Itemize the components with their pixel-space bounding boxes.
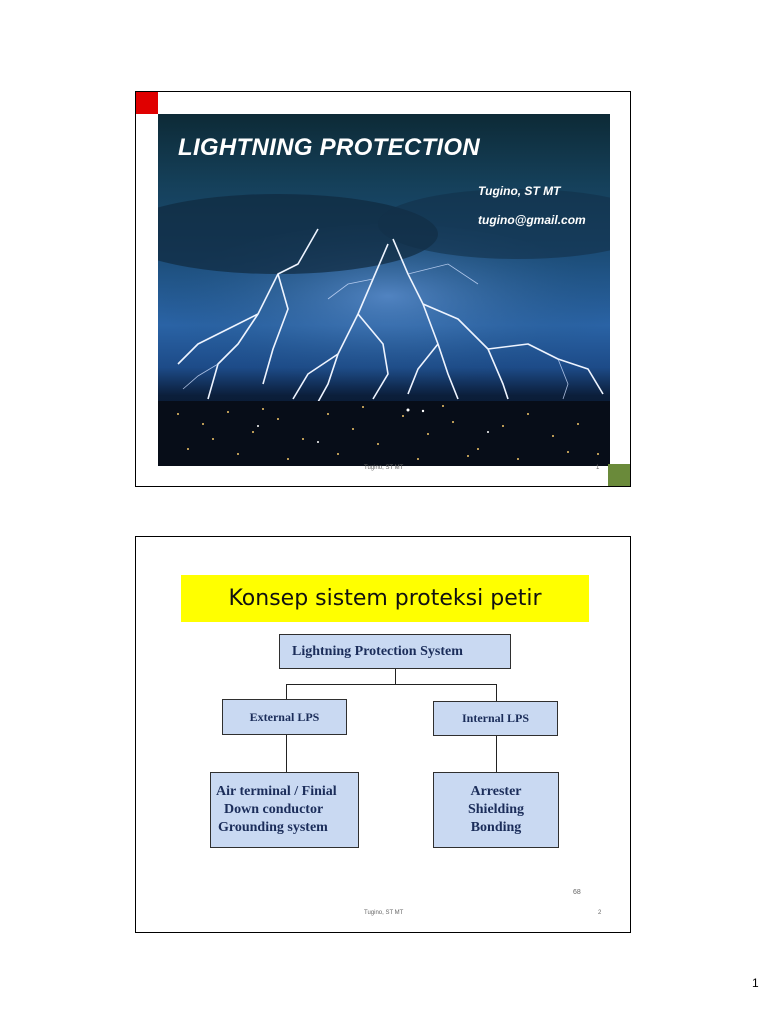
lps-root-label: Lightning Protection System [292, 643, 463, 659]
list-item: Air terminal / Finial [216, 784, 337, 799]
external-lps-box [222, 699, 347, 735]
internal-lps-box [433, 701, 558, 736]
connector-horizontal [286, 684, 497, 685]
slide-title: LIGHTNING PROTECTION [178, 134, 480, 161]
connector-left-down [286, 684, 287, 699]
slide-footer: Tugino, ST MT [364, 465, 404, 471]
connector-internal-list [496, 736, 497, 772]
connector-root-down [395, 669, 396, 685]
slide-1 [135, 91, 631, 487]
author-name: Tugino, ST MT [478, 184, 561, 198]
connector-external-list [286, 735, 287, 772]
lightning-illustration [158, 114, 610, 466]
slide-title-box [181, 575, 589, 622]
internal-lps-label: Internal LPS [461, 711, 529, 725]
slide-footer: Tugino, ST MT [364, 910, 404, 916]
external-lps-components [210, 772, 359, 848]
slide-number: 1 [596, 465, 600, 471]
external-lps-label: External LPS [249, 709, 320, 724]
green-corner-square [608, 464, 630, 486]
lightning-photo [158, 114, 610, 466]
list-item: Shielding [467, 802, 525, 817]
slide-2 [135, 536, 631, 933]
list-item: Grounding system [218, 820, 328, 835]
internal-lps-components [433, 772, 559, 848]
connector-right-down [496, 684, 497, 701]
red-corner-square [136, 92, 158, 114]
slide-number: 2 [598, 910, 602, 916]
lps-root-box [279, 634, 511, 669]
slide-title: Konsep sistem proteksi petir [228, 586, 542, 611]
page-number: 1 [752, 976, 759, 990]
list-item: Down conductor [224, 802, 324, 817]
list-item: Arrester [470, 784, 522, 799]
list-item: Bonding [470, 820, 522, 835]
source-page-note: 68 [573, 889, 581, 896]
author-email: tugino@gmail.com [478, 213, 586, 227]
